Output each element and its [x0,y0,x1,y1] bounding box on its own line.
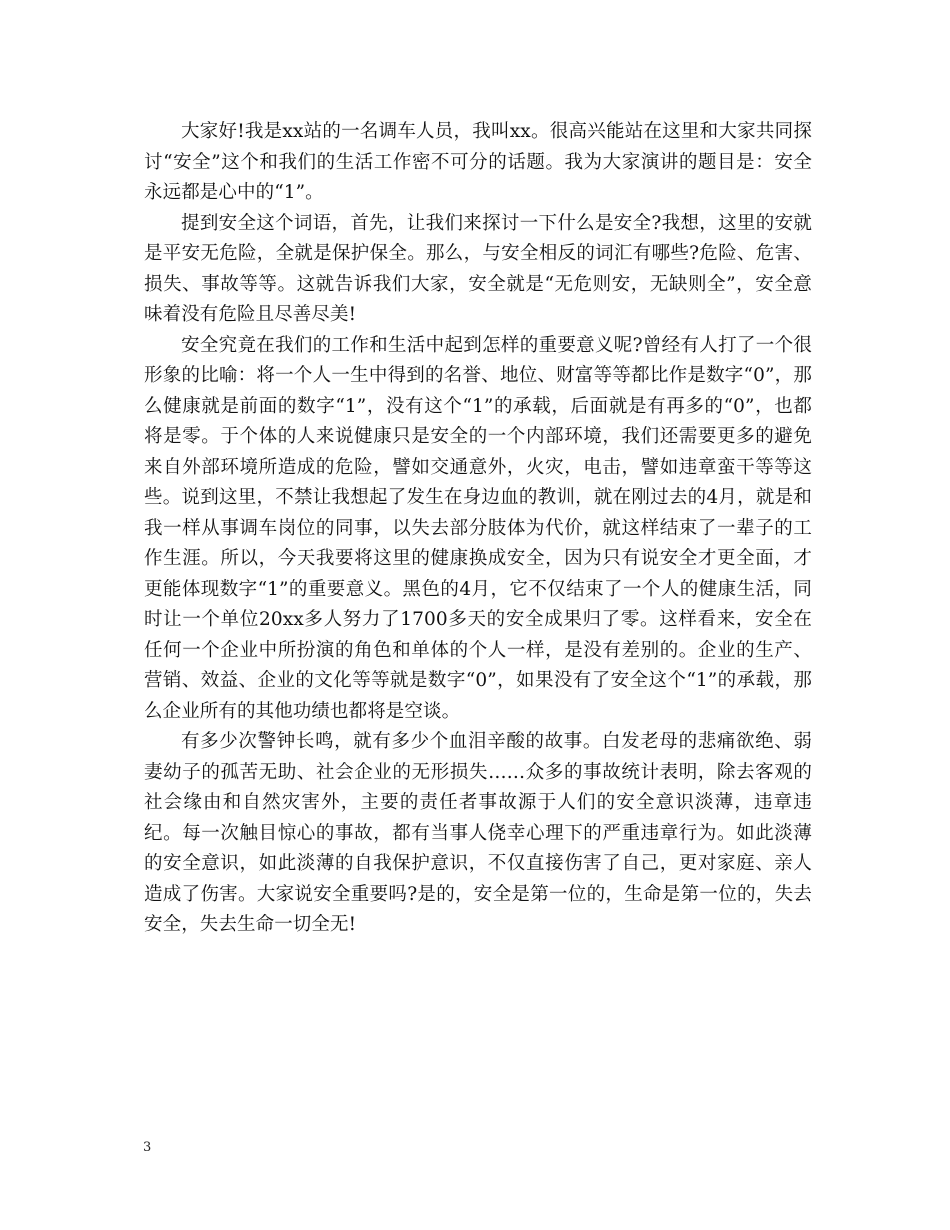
paragraph-3: 安全究竟在我们的工作和生活中起到怎样的重要意义呢?曾经有人打了一个很形象的比喻：将一个人一生中得到的名誉、地位、财富等等都比作是数字“0”，那么健康就是前面的数字“1”，没有这个“1”的承载，后面就是有再多的“0”，也都将是零。于个体的人来说健康只是安全的一个内部环境，我们还需要更多的避免来自外部环境所造成的危险，譬如交通意外，火灾，电击，譬如违章蛮干等等这些。说到这里，不禁让我想起了发生在身边血的教训，就在刚过去的4月，就是和我一样从事调车岗位的同事，以失去部分肢体为代价，就这样结束了一辈子的工作生涯。所以，今天我要将这里的健康换成安全，因为只有说安全才更全面，才更能体现数字“1”的重要意义。黑色的4月，它不仅结束了一个人的健康生活，同时让一个单位20xx多人努力了1700多天的安全成果归了零。这样看来，安全在任何一个企业中所扮演的角色和单体的个人一样，是没有差别的。企业的生产、营销、效益、企业的文化等等就是数字“0”，如果没有了安全这个“1”的承载，那么企业所有的其他功绩也都将是空谈。 [144,334,812,722]
paragraph-4: 有多少次警钟长鸣，就有多少个血泪辛酸的故事。白发老母的悲痛欲绝、弱妻幼子的孤苦无助、社会企业的无形损失……众多的事故统计表明，除去客观的社会缘由和自然灾害外，主要的责任者事故源于人们的安全意识淡薄，违章违纪。每一次触目惊心的事故，都有当事人侥幸心理下的严重违章行为。如此淡薄的安全意识，如此淡薄的自我保护意识，不仅直接伤害了自己，更对家庭、亲人造成了伤害。大家说安全重要吗?是的，安全是第一位的，生命是第一位的，失去安全，失去生命一切全无! [144,731,812,935]
body-text [144,117,812,941]
page-number: 3 [143,1140,152,1155]
paragraph-1: 大家好!我是xx站的一名调车人员，我叫xx。很高兴能站在这里和大家共同探讨“安全”这个和我们的生活工作密不可分的话题。我为大家演讲的题目是：安全永远都是心中的“1”。 [144,121,812,203]
paragraph-2: 提到安全这个词语，首先，让我们来探讨一下什么是安全?我想，这里的安就是平安无危险，全就是保护保全。那么，与安全相反的词汇有哪些?危险、危害、损失、事故等等。这就告诉我们大家，安全就是“无危则安，无缺则全”，安全意味着没有危险且尽善尽美! [144,212,812,325]
